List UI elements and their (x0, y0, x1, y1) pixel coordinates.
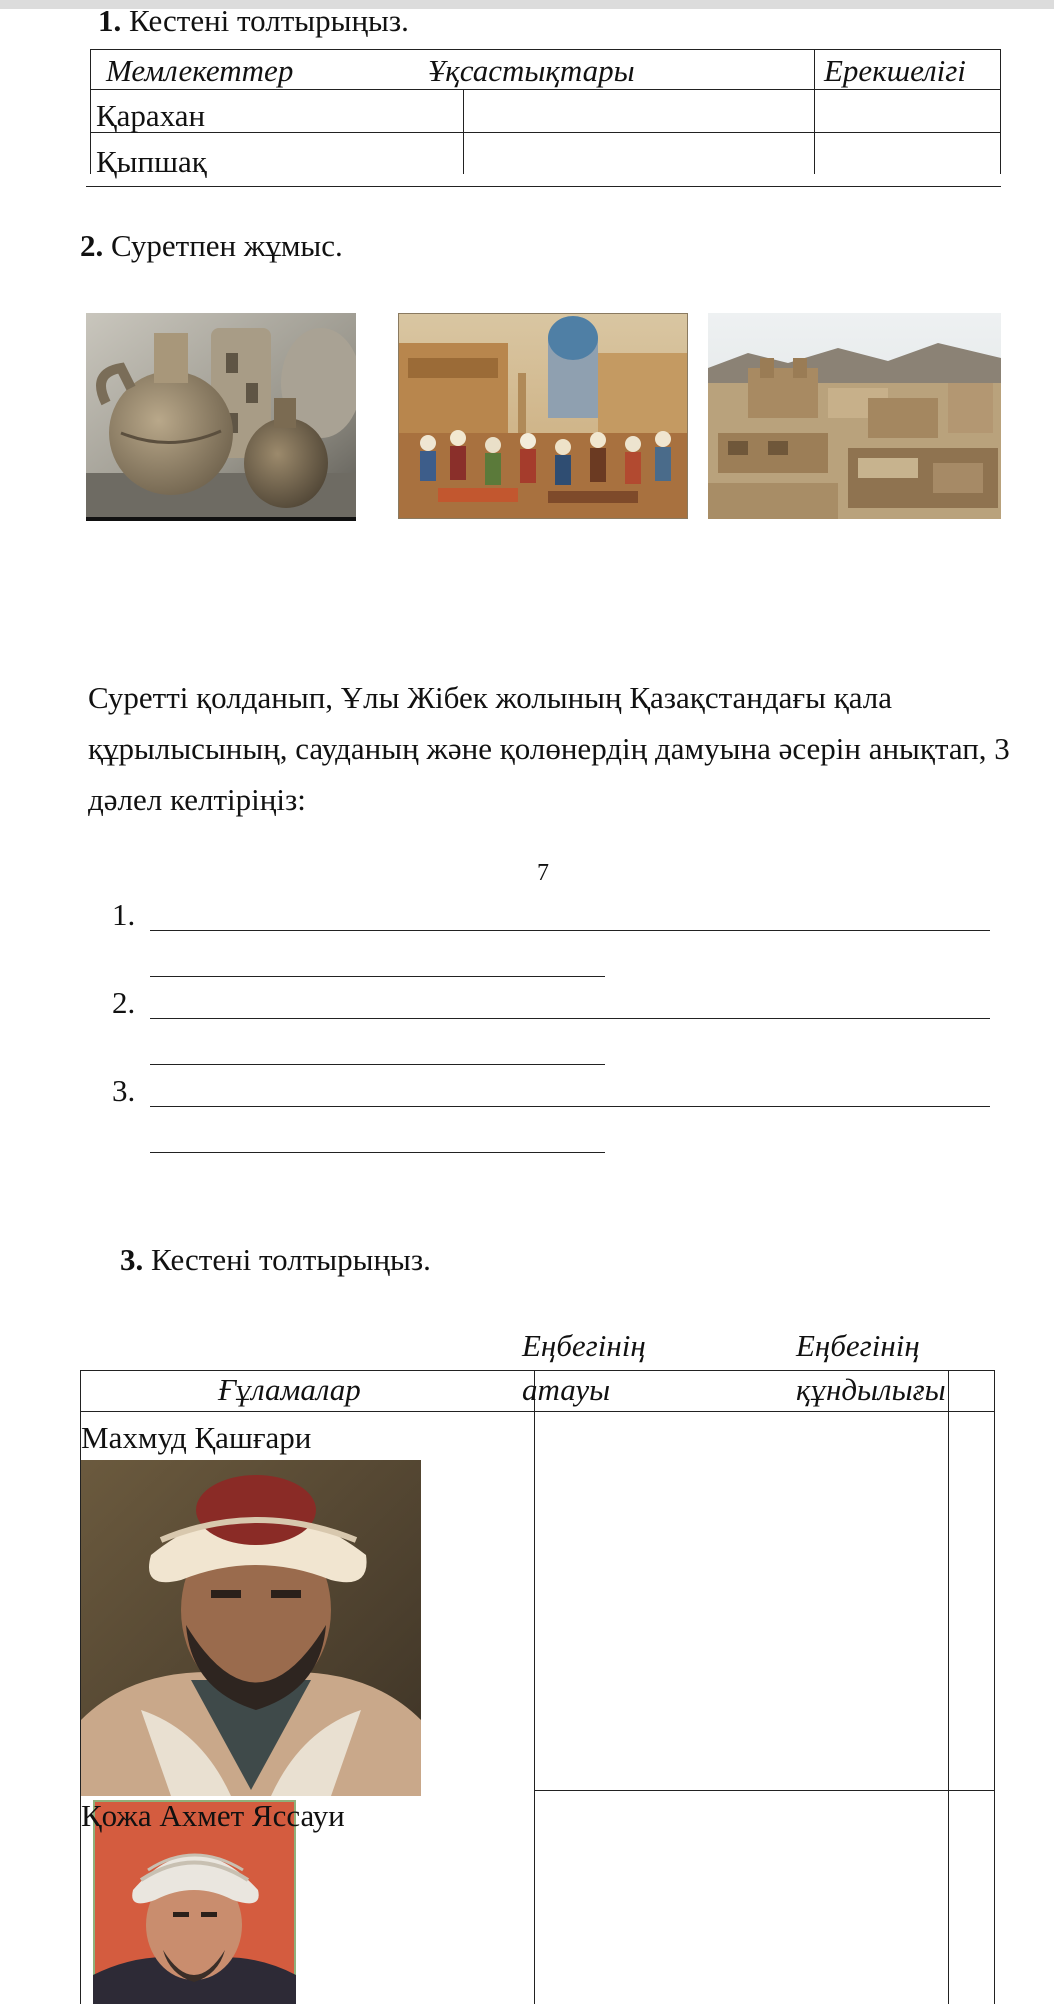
answer-line-3a[interactable] (150, 1106, 990, 1107)
ancient-city-photo (708, 313, 1001, 519)
task2-title: Суретпен жұмыс. (111, 228, 343, 263)
answer-line-1b[interactable] (150, 976, 605, 977)
task1-title: Кестені толтырыңыз. (129, 3, 409, 38)
task3-row-kashgari: Махмуд Қашғари (81, 1420, 312, 1455)
task3-header-work-value-2: құндылығы (796, 1372, 946, 1407)
answer-line-2a[interactable] (150, 1018, 990, 1019)
task1-row-kypchak: Қыпшақ (96, 144, 207, 179)
kashgari-portrait (81, 1460, 421, 1796)
task1-header-similarities: Ұқсастықтары (428, 53, 635, 88)
answer-line-3b[interactable] (150, 1152, 605, 1153)
task3-row-yassawi: Қожа Ахмет Яссауи (81, 1798, 345, 1833)
task3-header-scholars: Ғұламалар (218, 1372, 361, 1407)
task1-header-features: Ерекшелігі (824, 53, 966, 88)
task3-header-work-value-1: Еңбегінің (796, 1328, 920, 1363)
answer-line-1a[interactable] (150, 930, 990, 931)
answer-line-2b[interactable] (150, 1064, 605, 1065)
task3-heading (120, 1242, 431, 1278)
answer-number-1: 1. (112, 897, 136, 932)
page-number: 7 (537, 860, 549, 886)
task3-title: Кестені толтырыңыз. (151, 1242, 431, 1277)
task2-question: Суретті қолданып, Ұлы Жібек жолының Қазақстандағы қала құрылысының, сауданың және қолөнердің дамуына әсерін анықтап, 3 дәлел келтіріңіз: (88, 680, 1010, 817)
task2-number: 2. (80, 228, 104, 263)
task2-heading (80, 228, 343, 264)
bazaar-painting-photo (398, 313, 688, 519)
task1-number: 1. (98, 3, 122, 38)
answer-number-3: 3. (112, 1073, 136, 1108)
task3-header-work-title-2: атауы (522, 1372, 611, 1407)
task1-header-states: Мемлекеттер (106, 53, 294, 88)
task3-header-work-title-1: Еңбегінің (522, 1328, 646, 1363)
task3-number: 3. (120, 1242, 144, 1277)
clay-pottery-photo (86, 313, 356, 521)
answer-number-2: 2. (112, 985, 136, 1020)
task1-heading (98, 3, 409, 39)
task1-row-karakhan: Қарахан (96, 98, 206, 133)
